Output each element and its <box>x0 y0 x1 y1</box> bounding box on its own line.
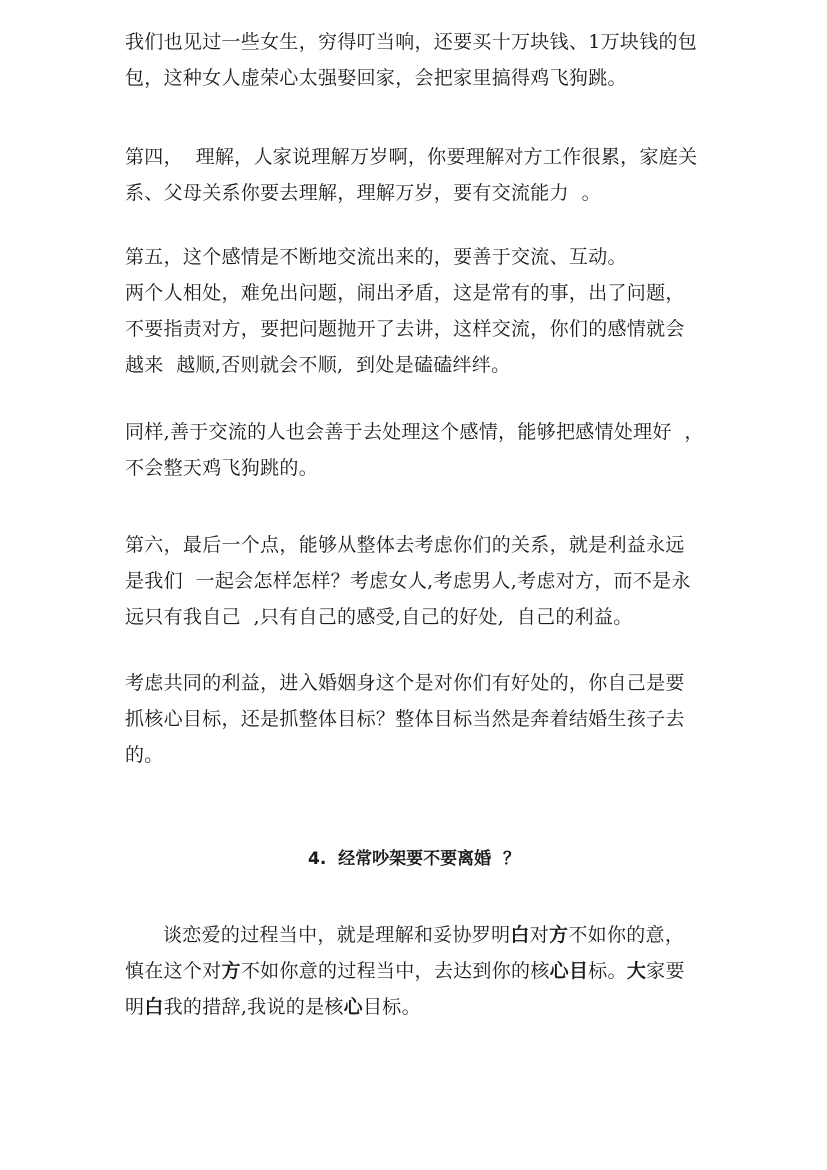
text-line: 不要指责对方，要把问题抛开了去讲，这样交流，你们的感情就会 <box>125 318 685 340</box>
text-run: 谈恋爱的过程当中，就是理解和妥协罗明 <box>163 924 511 946</box>
text-run: 明 <box>125 996 145 1018</box>
text-line <box>125 989 703 1025</box>
text-line: 包，这种女人虚荣心太强娶回家，会把家里搞得鸡飞狗跳。 <box>125 67 627 89</box>
text-line: 远只有我自己 ,只有自己的感受,自己的好处, 自己的利益。 <box>125 606 633 628</box>
paragraph-communication <box>125 239 703 383</box>
paragraph-whole-picture <box>125 527 703 635</box>
paragraph-core-goal <box>125 917 703 1025</box>
paragraph-handling <box>125 414 703 486</box>
text-line: 第六，最后一个点，能够从整体去考虑你们的关系，就是利益永远 <box>125 534 685 556</box>
bold-text-run: 白 <box>510 924 530 946</box>
section-heading: 4. 经常吵架要不要离婚 ？ <box>308 849 520 869</box>
text-run: 目标。 <box>362 996 421 1018</box>
text-line: 同样,善于交流的人也会善于去处理这个感情，能够把感情处理好 ， <box>125 421 704 443</box>
text-line: 两个人相处，难免出问题，闹出矛盾，这是常有的事，出了问题， <box>125 282 685 304</box>
text-run: 标。 <box>588 960 627 982</box>
text-run: 不如你意的过程当中，去达到你的核 <box>240 960 550 982</box>
text-line: 的。 <box>125 744 164 766</box>
bold-text-run: 方 <box>221 960 241 982</box>
text-line: 第四， 理解，人家说理解万岁啊，你要理解对方工作很累，家庭关 <box>125 146 698 168</box>
bold-text-run: 大 <box>626 960 647 982</box>
text-line: 抓核心目标，还是抓整体目标？整体目标当然是奔着结婚生孩子去 <box>125 708 685 730</box>
text-line: 系、父母关系你要去理解，理解万岁，要有交流能力 。 <box>125 182 601 204</box>
paragraph-vanity <box>125 24 703 96</box>
paragraph-common-interest <box>125 665 703 773</box>
text-run: 慎在这个对 <box>125 960 222 982</box>
text-line: 第五，这个感情是不断地交流出来的，要善于交流、互动。 <box>125 246 627 268</box>
paragraph-understanding <box>125 139 703 211</box>
text-line <box>125 917 703 953</box>
bold-text-run: 白 <box>144 996 164 1018</box>
text-line: 越来 越顺,否则就会不顺, 到处是磕磕绊绊。 <box>125 354 511 376</box>
text-run: 不如你的意， <box>568 924 685 946</box>
text-line: 不会整天鸡飞狗跳的。 <box>125 457 319 479</box>
bold-text-run: 心 <box>343 996 363 1018</box>
text-line: 考虑共同的利益，进入婚姻身这个是对你们有好处的，你自己是要 <box>125 672 685 694</box>
text-line: 是我们 一起会怎样怎样？考虑女人,考虑男人,考虑对方，而不是永 <box>125 570 691 592</box>
bold-text-run: 方 <box>549 924 569 946</box>
text-run: 我的措辞,我说的是核 <box>163 996 344 1018</box>
text-line: 我们也见过一些女生，穷得叮当响，还要买十万块钱、1万块钱的包 <box>125 31 698 53</box>
text-run: 对 <box>529 924 550 946</box>
text-line <box>125 953 703 989</box>
bold-text-run: 心目 <box>549 960 589 982</box>
text-run: 家要 <box>646 960 685 982</box>
